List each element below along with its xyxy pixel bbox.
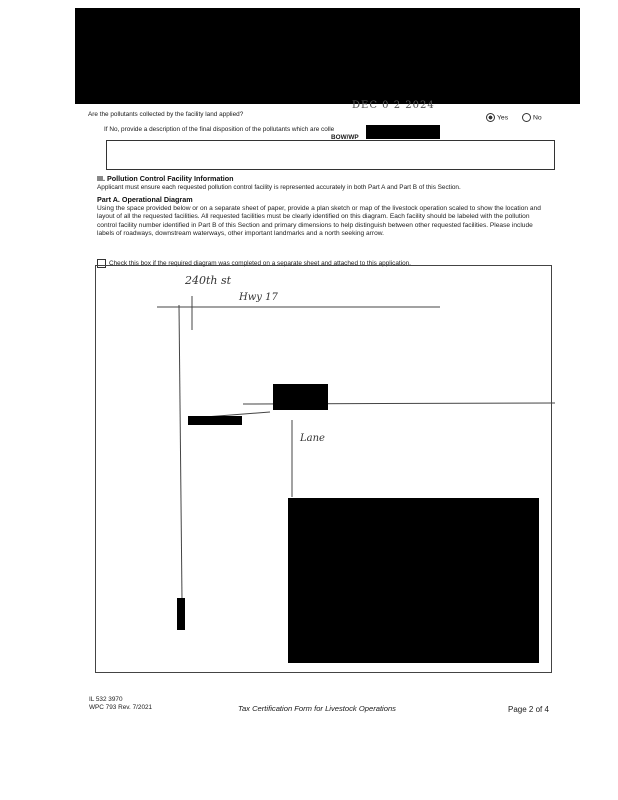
lane-label: Lane bbox=[300, 433, 325, 444]
part-a-instructions: Using the space provided below or on a separate sheet of paper, provide a plan sketch or map of the livestock operation scaled to show the location and layout of all the requested facilities. All requested facilities must be clearly identified on this diagram. Each facility should be labeled with the pollution control facility number identified in Part B of this Section and primary dimensions to help distinguish between other requested facilities. Please include labels of roadways, downstream waterways, other important landmarks and a north seeking arrow. bbox=[97, 205, 541, 238]
no-option[interactable] bbox=[522, 109, 542, 127]
if-no-instruction: If No, provide a description of the final disposition of the pollutants which are colle bbox=[104, 126, 335, 133]
section-subtitle: Applicant must ensure each requested pollution control facility is represented accurately in both Part A and Part B of this Section. bbox=[97, 184, 461, 191]
redaction-diagram-2 bbox=[188, 416, 242, 425]
redaction-diagram-4 bbox=[177, 598, 185, 630]
redaction-diagram-3 bbox=[288, 498, 539, 663]
no-label: No bbox=[533, 114, 542, 122]
yes-radio[interactable] bbox=[486, 113, 495, 122]
street-label: 240th st bbox=[185, 274, 232, 287]
received-date-stamp: DEC 0 2 2024 bbox=[352, 100, 435, 111]
footer-page-number: Page 2 of 4 bbox=[508, 705, 549, 714]
yes-label: Yes bbox=[497, 114, 509, 122]
footer-form-rev: WPC 793 Rev. 7/2021 bbox=[89, 704, 153, 711]
land-applied-question: Are the pollutants collected by the facility land applied? bbox=[88, 111, 244, 118]
redaction-if-no bbox=[366, 125, 440, 139]
disposition-description-box[interactable] bbox=[106, 140, 555, 170]
redaction-diagram-1 bbox=[273, 384, 328, 410]
section-title: III. Pollution Control Facility Information bbox=[97, 174, 234, 183]
redaction-top bbox=[75, 8, 580, 104]
separate-sheet-label: Check this box if the required diagram was completed on a separate sheet and attached to this application. bbox=[109, 259, 411, 267]
hwy-label: Hwy 17 bbox=[239, 292, 278, 303]
footer-form-title: Tax Certification Form for Livestock Operations bbox=[238, 704, 396, 713]
yes-option[interactable] bbox=[486, 109, 508, 127]
no-radio[interactable] bbox=[522, 113, 531, 122]
part-a-title: Part A. Operational Diagram bbox=[97, 195, 193, 204]
footer-code: IL 532 3970 bbox=[89, 696, 123, 703]
if-no-fragment: BOW/WP bbox=[331, 134, 359, 141]
